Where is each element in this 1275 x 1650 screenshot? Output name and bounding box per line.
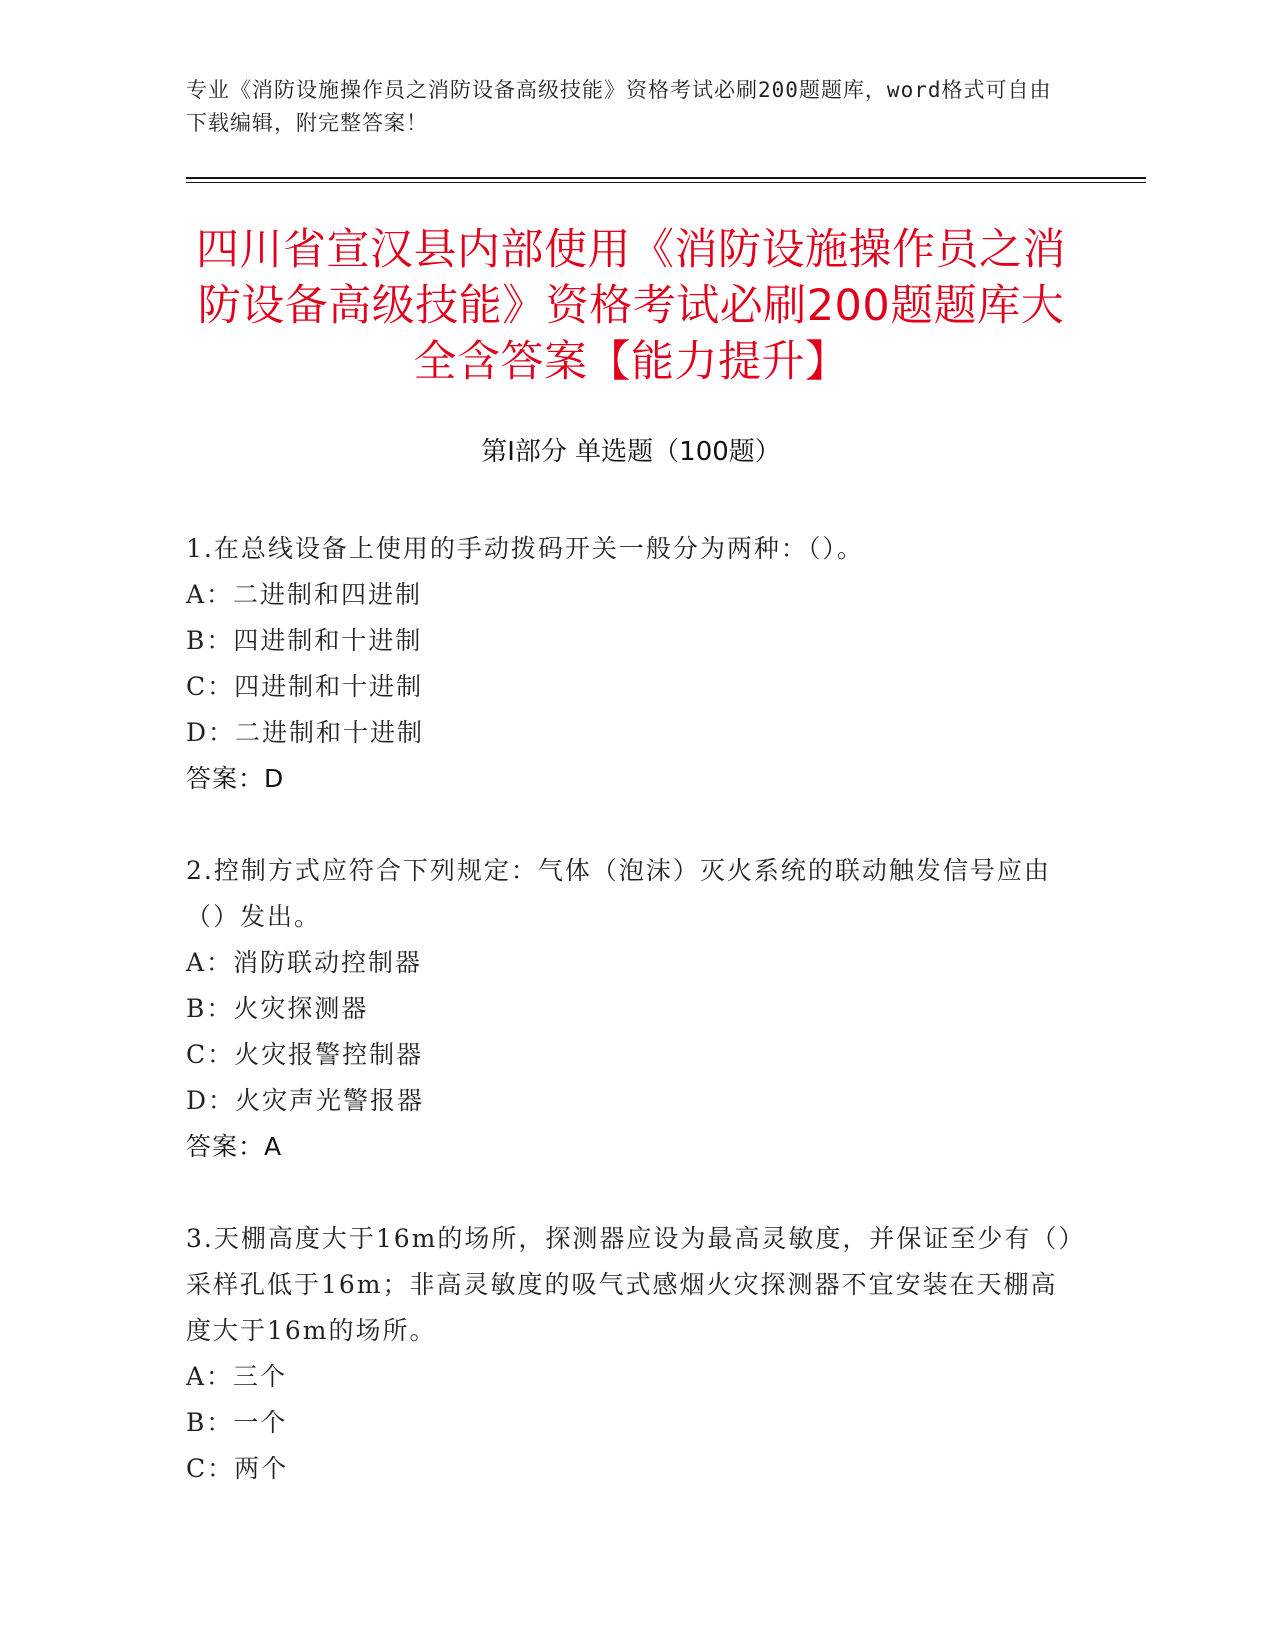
answer: 答案：A: [186, 1132, 283, 1161]
option-d: D：二进制和十进制: [186, 718, 425, 747]
option-b: B：火灾探测器: [186, 994, 369, 1023]
question-stem: 1.在总线设备上使用的手动拨码开关一般分为两种：（）。: [186, 534, 864, 563]
option-b: B：四进制和十进制: [186, 626, 423, 655]
answer: 答案：D: [186, 764, 285, 793]
option-c: C：火灾报警控制器: [186, 1040, 424, 1069]
section-title: 第Ⅰ部分 单选题（100题）: [481, 437, 781, 467]
question-stem: 2.控制方式应符合下列规定：气体（泡沫）灭火系统的联动触发信号应由（）发出。: [186, 856, 1051, 931]
option-a: A：消防联动控制器: [186, 948, 423, 977]
question-2: [186, 848, 1076, 1170]
option-c: C：四进制和十进制: [186, 672, 424, 701]
header-note: 专业《消防设施操作员之消防设备高级技能》资格考试必刷200题题库，word格式可自由下载编辑，附完整答案！: [186, 78, 1052, 135]
question-list: [186, 526, 1076, 1538]
question-1: [186, 526, 1076, 802]
question-3: [186, 1216, 1076, 1492]
header-rule-thin: [186, 182, 1146, 183]
option-c: C：两个: [186, 1454, 289, 1483]
question-stem: 3.天棚高度大于16m的场所，探测器应设为最高灵敏度，并保证至少有（）采样孔低于16m；非高灵敏度的吸气式感烟火灾探测器不宜安装在天棚高度大于16m的场所。: [186, 1224, 1073, 1345]
option-a: A：三个: [186, 1362, 288, 1391]
option-a: A：二进制和四进制: [186, 580, 423, 609]
option-b: B：一个: [186, 1408, 288, 1437]
option-d: D：火灾声光警报器: [186, 1086, 425, 1115]
document-title: 四川省宣汉县内部使用《消防设施操作员之消防设备高级技能》资格考试必刷200题题库大全含答案【能力提升】: [196, 225, 1066, 387]
header-rule-thick: [186, 177, 1146, 179]
